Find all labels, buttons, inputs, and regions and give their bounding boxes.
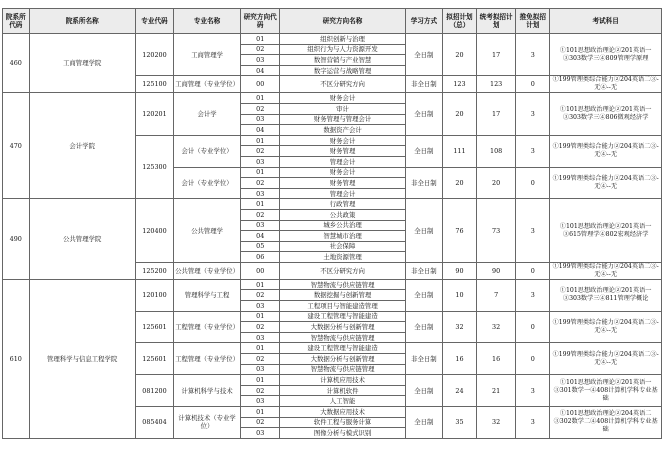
direction-name: 财务会计 [280,135,405,146]
direction-code: 00 [241,262,280,279]
direction-code: 04 [241,125,280,136]
header-row [3,9,662,34]
direction-code: 03 [241,188,280,199]
college-name: 公共管理学院 [29,199,135,280]
college-name: 会计学院 [29,93,135,199]
direction-code: 02 [241,322,280,333]
direction-code: 04 [241,65,280,76]
plan-unified: 17 [476,34,515,76]
plan-total: 76 [442,199,476,263]
plan-total: 16 [442,343,476,375]
plan-exempt: 0 [516,262,550,279]
header-cell: 统考拟招计划 [476,9,515,34]
header-cell: 学习方式 [405,9,442,34]
study-mode: 全日制 [405,311,442,343]
direction-code: 02 [241,290,280,301]
direction-code: 03 [241,156,280,167]
direction-code: 01 [241,135,280,146]
header-cell: 专业名称 [174,9,241,34]
major-name: 工程管理（专业学位） [174,343,241,375]
admissions-table [2,8,662,439]
major-name: 管理科学与工程 [174,279,241,311]
direction-name: 大数据应用技术 [280,407,405,418]
direction-code: 01 [241,311,280,322]
direction-name: 数字运营与战略管理 [280,65,405,76]
direction-name: 建设工程管理与智能建造 [280,343,405,354]
exam-subjects: ①101思想政治理论②201英语一③303数学三④806微观经济学 [550,93,662,135]
direction-name: 大数据分析与创新管理 [280,354,405,365]
exam-subjects: ①101思想政治理论②201英语一③303数学三④811管理学概论 [550,279,662,311]
direction-code: 01 [241,34,280,45]
table-row [3,93,662,104]
college-code: 470 [3,93,30,199]
direction-name: 计算机应用技术 [280,375,405,386]
direction-code: 03 [241,55,280,66]
plan-exempt: 3 [516,407,550,439]
major-name: 计算机科学与技术 [174,375,241,407]
major-code: 125200 [135,262,173,279]
plan-unified: 32 [476,311,515,343]
plan-total: 111 [442,135,476,167]
direction-name: 土地资源管理 [280,252,405,263]
study-mode: 全日制 [405,375,442,407]
table-row [3,34,662,45]
major-code: 081200 [135,375,173,407]
major-code: 125601 [135,343,173,375]
college-name: 管理科学与信息工程学院 [29,279,135,438]
plan-total: 123 [442,76,476,93]
header-cell: 考试科目 [550,9,662,34]
table-row [3,279,662,290]
direction-code: 01 [241,93,280,104]
study-mode: 全日制 [405,407,442,439]
direction-name: 管理会计 [280,188,405,199]
exam-subjects: ①101思想政治理论②201英语一③303数学三④809管理学原理 [550,34,662,76]
direction-name: 财务管理 [280,146,405,157]
study-mode: 全日制 [405,135,442,167]
college-code: 610 [3,279,30,438]
study-mode: 全日制 [405,93,442,135]
major-code: 120100 [135,279,173,311]
plan-exempt: 3 [516,375,550,407]
direction-name: 行政管理 [280,199,405,210]
direction-code: 06 [241,252,280,263]
direction-code: 02 [241,103,280,114]
direction-code: 04 [241,231,280,242]
direction-name: 建设工程管理与智能建造 [280,311,405,322]
direction-name: 智慧城市治理 [280,231,405,242]
header-cell: 研究方向名称 [280,9,405,34]
direction-code: 03 [241,428,280,439]
header-cell: 院系所名称 [29,9,135,34]
direction-code: 03 [241,220,280,231]
direction-code: 02 [241,209,280,220]
direction-name: 软件工程与服务计算 [280,417,405,428]
direction-code: 01 [241,199,280,210]
plan-total: 24 [442,375,476,407]
direction-code: 01 [241,375,280,386]
direction-name: 公共政策 [280,209,405,220]
direction-name: 图像分析与模式识别 [280,428,405,439]
direction-code: 02 [241,178,280,189]
direction-code: 02 [241,417,280,428]
major-name: 公共管理学 [174,199,241,263]
major-name: 工商管理学 [174,34,241,76]
plan-exempt: 0 [516,311,550,343]
major-code: 085404 [135,407,173,439]
direction-name: 智慧物流与供应链管理 [280,279,405,290]
plan-unified: 21 [476,375,515,407]
direction-code: 03 [241,301,280,312]
header-cell: 拟招计划（总） [442,9,476,34]
direction-code: 03 [241,364,280,375]
direction-code: 02 [241,385,280,396]
plan-exempt: 3 [516,135,550,167]
major-code: 120400 [135,199,173,263]
major-code: 120200 [135,34,173,76]
plan-unified: 123 [476,76,515,93]
exam-subjects: ①199管理类综合能力②204英语二③-无④--无 [550,167,662,199]
major-name: 公共管理（专业学位） [174,262,241,279]
plan-exempt: 3 [516,279,550,311]
plan-total: 20 [442,167,476,199]
study-mode: 非全日制 [405,343,442,375]
direction-name: 组织行为与人力资源开发 [280,44,405,55]
direction-name: 财务会计 [280,93,405,104]
plan-total: 32 [442,311,476,343]
direction-name: 数据资产会计 [280,125,405,136]
header-cell: 推免拟招计划 [516,9,550,34]
table-row [3,199,662,210]
plan-unified: 73 [476,199,515,263]
direction-name: 数智营销与产业智慧 [280,55,405,66]
direction-name: 财务管理与管理会计 [280,114,405,125]
major-name: 会计（专业学位） [174,167,241,199]
direction-name: 管理会计 [280,156,405,167]
direction-name: 社会保障 [280,241,405,252]
exam-subjects: ①101思想政治理论②204英语二③302数学二④408计算机学科专业基础 [550,407,662,439]
direction-name: 智慧物流与供应链管理 [280,364,405,375]
direction-name: 财务管理 [280,178,405,189]
major-code: 125601 [135,311,173,343]
direction-code: 01 [241,343,280,354]
direction-name: 财务会计 [280,167,405,178]
header-cell: 院系所代码 [3,9,30,34]
direction-name: 数据挖掘与创新管理 [280,290,405,301]
header-cell: 研究方向代码 [241,9,280,34]
study-mode: 非全日制 [405,167,442,199]
study-mode: 全日制 [405,279,442,311]
plan-exempt: 3 [516,93,550,135]
direction-code: 01 [241,279,280,290]
exam-subjects: ①199管理类综合能力②204英语二③-无④--无 [550,76,662,93]
plan-total: 90 [442,262,476,279]
plan-total: 20 [442,93,476,135]
direction-name: 工程项目与智能建造管理 [280,301,405,312]
plan-total: 20 [442,34,476,76]
study-mode: 非全日制 [405,76,442,93]
exam-subjects: ①199管理类综合能力②204英语二③-无④--无 [550,262,662,279]
direction-code: 03 [241,396,280,407]
direction-code: 00 [241,76,280,93]
plan-unified: 16 [476,343,515,375]
major-code: 125300 [135,135,173,199]
plan-unified: 17 [476,93,515,135]
major-name: 工程管理（专业学位） [174,311,241,343]
direction-name: 大数据分析与创新管理 [280,322,405,333]
direction-code: 05 [241,241,280,252]
direction-code: 03 [241,114,280,125]
direction-name: 城乡公共治理 [280,220,405,231]
direction-name: 智慧物流与供应链管理 [280,332,405,343]
plan-total: 10 [442,279,476,311]
major-name: 会计（专业学位） [174,135,241,167]
major-code: 125100 [135,76,173,93]
major-code: 120201 [135,93,173,135]
header-cell: 专业代码 [135,9,173,34]
plan-exempt: 0 [516,76,550,93]
study-mode: 全日制 [405,199,442,263]
plan-exempt: 0 [516,343,550,375]
direction-name: 不区分研究方向 [280,262,405,279]
plan-unified: 20 [476,167,515,199]
college-code: 460 [3,34,30,93]
direction-code: 02 [241,44,280,55]
plan-exempt: 0 [516,167,550,199]
major-name: 计算机技术（专业学位） [174,407,241,439]
direction-name: 计算机软件 [280,385,405,396]
direction-code: 02 [241,146,280,157]
major-name: 会计学 [174,93,241,135]
exam-subjects: ①199管理类综合能力②204英语二③-无④--无 [550,343,662,375]
direction-code: 01 [241,407,280,418]
plan-unified: 32 [476,407,515,439]
direction-code: 03 [241,332,280,343]
direction-code: 01 [241,167,280,178]
plan-unified: 90 [476,262,515,279]
exam-subjects: ①199管理类综合能力②204英语二③-无④--无 [550,311,662,343]
direction-name: 组织创新与治理 [280,34,405,45]
study-mode: 非全日制 [405,262,442,279]
plan-unified: 108 [476,135,515,167]
college-name: 工商管理学院 [29,34,135,93]
plan-exempt: 3 [516,34,550,76]
direction-code: 02 [241,354,280,365]
major-name: 工商管理（专业学位） [174,76,241,93]
exam-subjects: ①101思想政治理论②201英语一③615管理学④802宏观经济学 [550,199,662,263]
college-code: 490 [3,199,30,280]
exam-subjects: ①101思想政治理论②201英语一③301数学一④408计算机学科专业基础 [550,375,662,407]
study-mode: 全日制 [405,34,442,76]
plan-unified: 7 [476,279,515,311]
plan-total: 35 [442,407,476,439]
plan-exempt: 3 [516,199,550,263]
direction-name: 审计 [280,103,405,114]
direction-name: 人工智能 [280,396,405,407]
exam-subjects: ①199管理类综合能力②204英语二③-无④--无 [550,135,662,167]
direction-name: 不区分研究方向 [280,76,405,93]
